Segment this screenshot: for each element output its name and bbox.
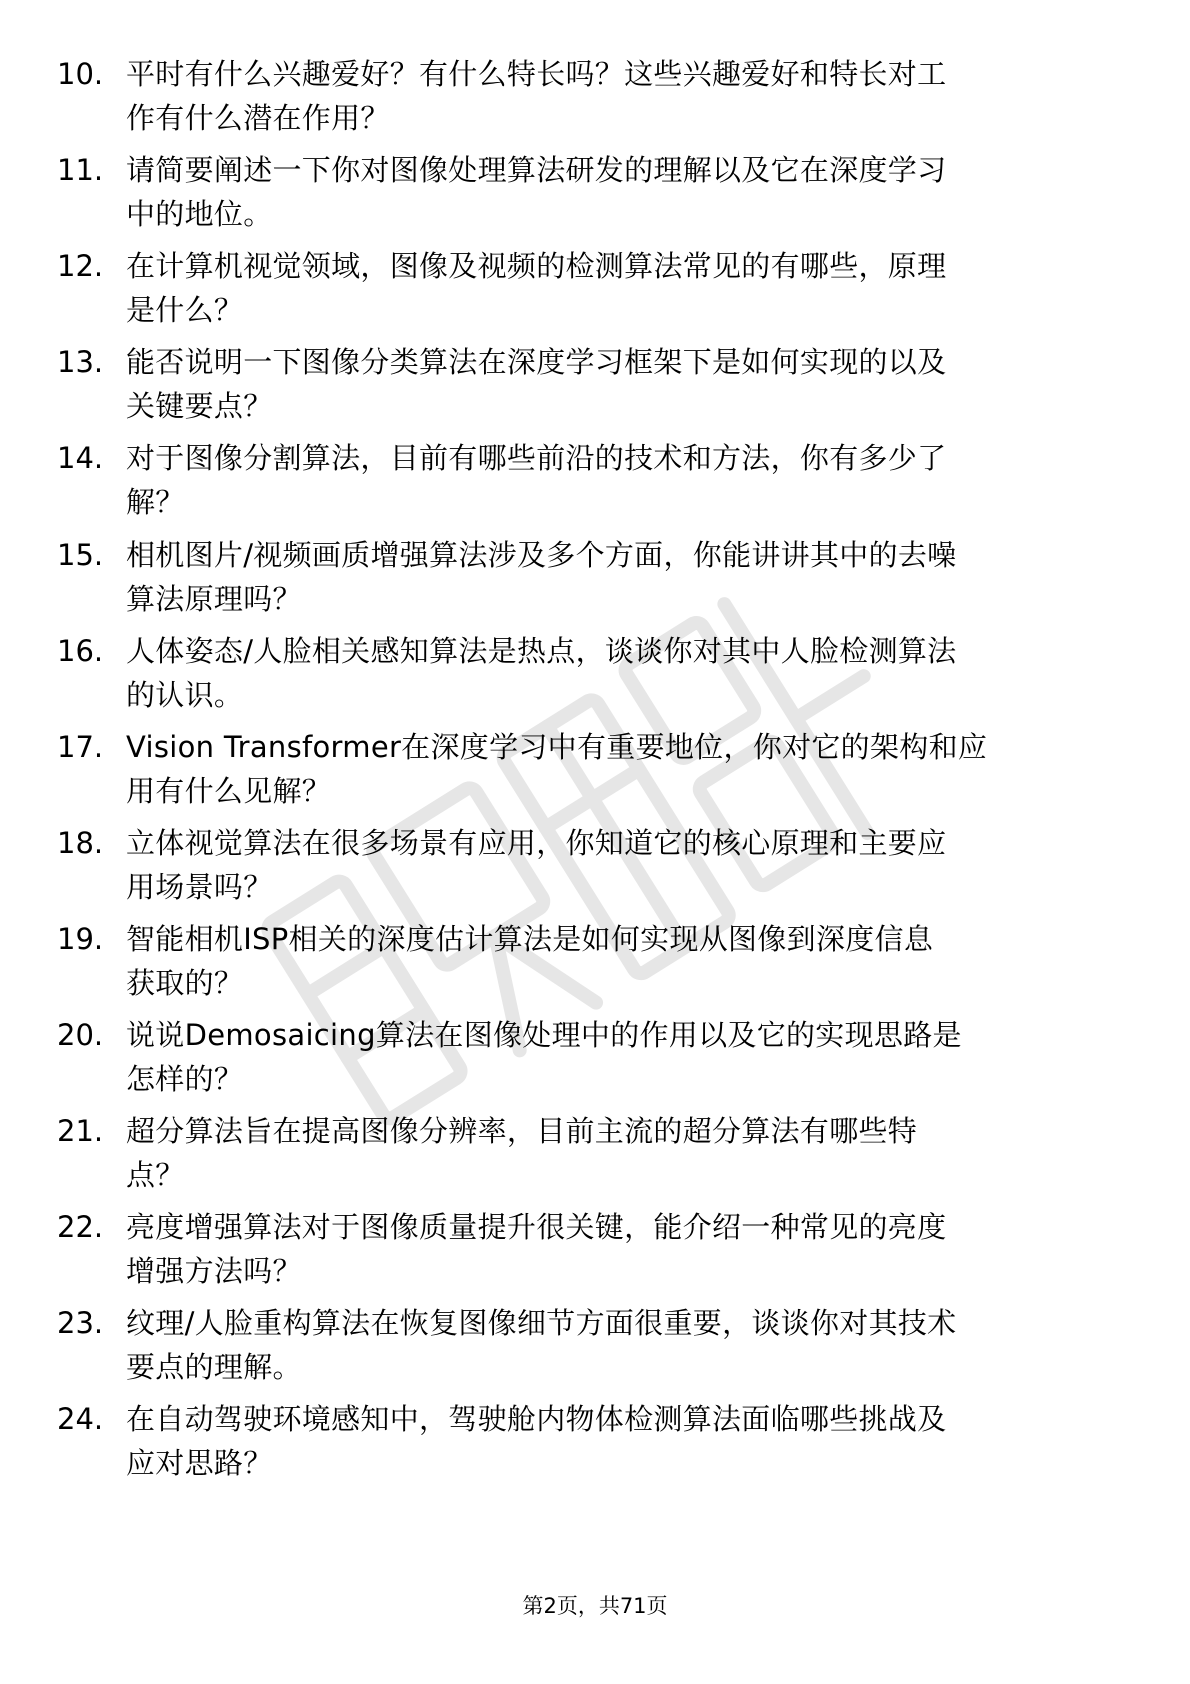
question-text-line: Vision Transformer在深度学习中有重要地位，你对它的架构和应 bbox=[126, 729, 988, 764]
question-number: 21. bbox=[57, 1114, 104, 1149]
question-text-line: 超分算法旨在提高图像分辨率，目前主流的超分算法有哪些特 bbox=[126, 1114, 918, 1149]
question-text bbox=[126, 821, 1131, 909]
question-text-line: 要点的理解。 bbox=[126, 1350, 302, 1385]
question-number: 11. bbox=[57, 153, 104, 188]
question-text-line: 平时有什么兴趣爱好？有什么特长吗？这些兴趣爱好和特长对工 bbox=[126, 57, 947, 91]
question-text-line: 能否说明一下图像分类算法在深度学习框架下是如何实现的以及 bbox=[126, 345, 947, 380]
question-text-line: 获取的？ bbox=[126, 965, 244, 1000]
question-text bbox=[126, 1109, 1131, 1197]
question-text bbox=[126, 244, 1131, 332]
question-text bbox=[126, 629, 1131, 717]
question-number: 24. bbox=[57, 1402, 104, 1437]
question-item bbox=[0, 148, 1190, 238]
question-number: 17. bbox=[57, 729, 104, 764]
question-number: 10. bbox=[57, 57, 104, 91]
question-item bbox=[0, 629, 1190, 719]
question-number: 13. bbox=[57, 345, 104, 380]
question-number: 16. bbox=[57, 633, 104, 668]
question-number: 20. bbox=[57, 1018, 104, 1052]
question-number: 12. bbox=[57, 249, 104, 284]
question-number: 14. bbox=[57, 441, 104, 476]
question-text bbox=[126, 725, 1131, 813]
question-item bbox=[0, 244, 1190, 334]
question-number: 23. bbox=[57, 1306, 104, 1341]
question-item bbox=[0, 725, 1190, 815]
question-item bbox=[0, 1013, 1190, 1103]
question-text-line: 对于图像分割算法，目前有哪些前沿的技术和方法，你有多少了 bbox=[126, 441, 947, 476]
question-item bbox=[0, 821, 1190, 911]
question-number: 19. bbox=[57, 921, 104, 956]
question-text-line: 点？ bbox=[126, 1158, 185, 1193]
question-text-line: 关键要点？ bbox=[126, 389, 273, 424]
question-text bbox=[126, 148, 1131, 236]
question-text-line: 立体视觉算法在很多场景有应用，你知道它的核心原理和主要应 bbox=[126, 825, 947, 860]
question-text-line: 的认识。 bbox=[126, 677, 244, 712]
question-text bbox=[126, 1013, 1131, 1101]
question-text bbox=[126, 1397, 1131, 1485]
question-text bbox=[126, 436, 1131, 524]
page-footer: 第2页，共71页 bbox=[522, 1594, 668, 1618]
question-item bbox=[0, 917, 1190, 1007]
question-item bbox=[0, 1397, 1190, 1487]
question-number: 18. bbox=[57, 825, 104, 860]
question-text bbox=[126, 1205, 1131, 1293]
question-item bbox=[0, 1205, 1190, 1295]
question-text-line: 作有什么潜在作用？ bbox=[126, 101, 390, 135]
question-text-line: 人体姿态/人脸相关感知算法是热点，谈谈你对其中人脸检测算法 bbox=[126, 633, 957, 668]
question-text bbox=[126, 917, 1131, 1005]
question-text-line: 在计算机视觉领域，图像及视频的检测算法常见的有哪些，原理 bbox=[126, 249, 947, 284]
question-text bbox=[126, 1301, 1131, 1389]
question-text-line: 是什么？ bbox=[126, 293, 244, 328]
question-text-line: 纹理/人脸重构算法在恢复图像细节方面很重要，谈谈你对其技术 bbox=[126, 1306, 957, 1341]
question-item bbox=[0, 533, 1190, 623]
question-text-line: 算法原理吗？ bbox=[126, 581, 302, 616]
question-text-line: 怎样的？ bbox=[126, 1062, 244, 1096]
question-text-line: 相机图片/视频画质增强算法涉及多个方面，你能讲讲其中的去噪 bbox=[126, 537, 957, 572]
question-item bbox=[0, 1109, 1190, 1199]
question-text-line: 应对思路？ bbox=[126, 1446, 273, 1481]
question-text bbox=[126, 533, 1131, 621]
question-text-line: 亮度增强算法对于图像质量提升很关键，能介绍一种常见的亮度 bbox=[126, 1210, 947, 1245]
question-text-line: 说说Demosaicing算法在图像处理中的作用以及它的实现思路是 bbox=[126, 1018, 962, 1052]
question-text-line: 用场景吗？ bbox=[126, 869, 273, 904]
question-number: 15. bbox=[57, 537, 104, 572]
question-item bbox=[0, 436, 1190, 526]
question-item bbox=[0, 52, 1190, 142]
question-text-line: 解？ bbox=[126, 485, 185, 520]
question-item bbox=[0, 340, 1190, 430]
question-item bbox=[0, 1301, 1190, 1391]
question-text-line: 用有什么见解？ bbox=[126, 773, 332, 808]
question-text bbox=[126, 52, 1131, 140]
question-text bbox=[126, 340, 1131, 428]
question-text-line: 中的地位。 bbox=[126, 197, 273, 232]
question-text-line: 智能相机ISP相关的深度估计算法是如何实现从图像到深度信息 bbox=[126, 921, 934, 956]
question-text-line: 增强方法吗？ bbox=[126, 1254, 302, 1289]
question-text-line: 请简要阐述一下你对图像处理算法研发的理解以及它在深度学习 bbox=[126, 153, 947, 188]
question-text-line: 在自动驾驶环境感知中，驾驶舱内物体检测算法面临哪些挑战及 bbox=[126, 1402, 947, 1437]
question-number: 22. bbox=[57, 1210, 104, 1245]
